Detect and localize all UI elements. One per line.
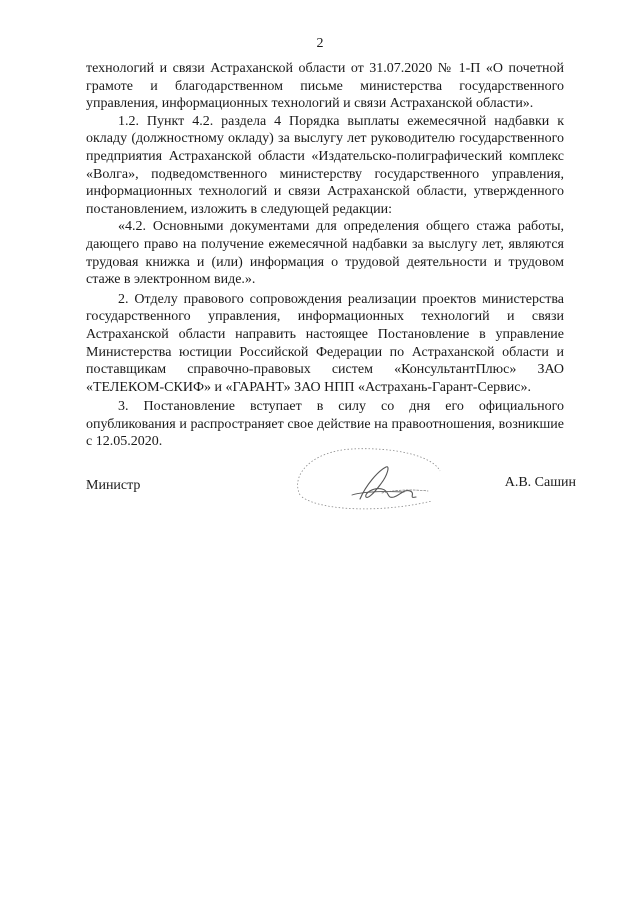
paragraph-continuation: технологий и связи Астраханской области от 31.07.2020 № 1-П «О почетной грамоте и благодарственном письме министерства государственного управления, информационных технологий и связи Астраханской области». xyxy=(86,61,564,112)
paragraph-quoted-4-2: «4.2. Основными документами для определения общего стажа работы, дающего право на получение ежемесячной надбавки за выслугу лет, являются трудовая книжка и (или) информация о трудовой деятельности и трудовом стаже в электронном виде.». xyxy=(86,219,564,288)
document-body xyxy=(86,60,564,451)
paragraph-item-1-2: 1.2. Пункт 4.2. раздела 4 Порядка выплаты ежемесячной надбавки к окладу (должностному окладу) за выслугу лет руководителю государственного предприятия Астраханской области «Издательско-полиграфический комплекс «Волга», подведомственного министерству государственного управления, информационных технологий и связи Астраханской области, утвержденного постановлением, изложить в следующей редакции: xyxy=(86,113,564,217)
signature-block xyxy=(0,445,640,545)
signatory-name: А.В. Сашин xyxy=(504,475,576,490)
paragraph-item-3: 3. Постановление вступает в силу со дня его официального опубликования и распространяет свое действие на правоотношения, возникшие с 12.05.2020. xyxy=(86,399,564,450)
signatory-title: Министр xyxy=(86,478,141,493)
handwritten-signature-icon xyxy=(282,445,452,515)
page-number: 2 xyxy=(316,36,324,51)
paragraph-item-2: 2. Отделу правового сопровождения реализации проектов министерства государственного управления, информационных технологий и связи Астраханской области направить настоящее Постановление в управление Министерства юстиции Российской Федерации по Астраханской области и поставщикам справочно-правовых систем «КонсультантПлюс» ЗАО «ТЕЛЕКОМ-СКИФ» и «ГАРАНТ» ЗАО НПП «Астрахань-Гарант-Сервис». xyxy=(86,291,564,395)
